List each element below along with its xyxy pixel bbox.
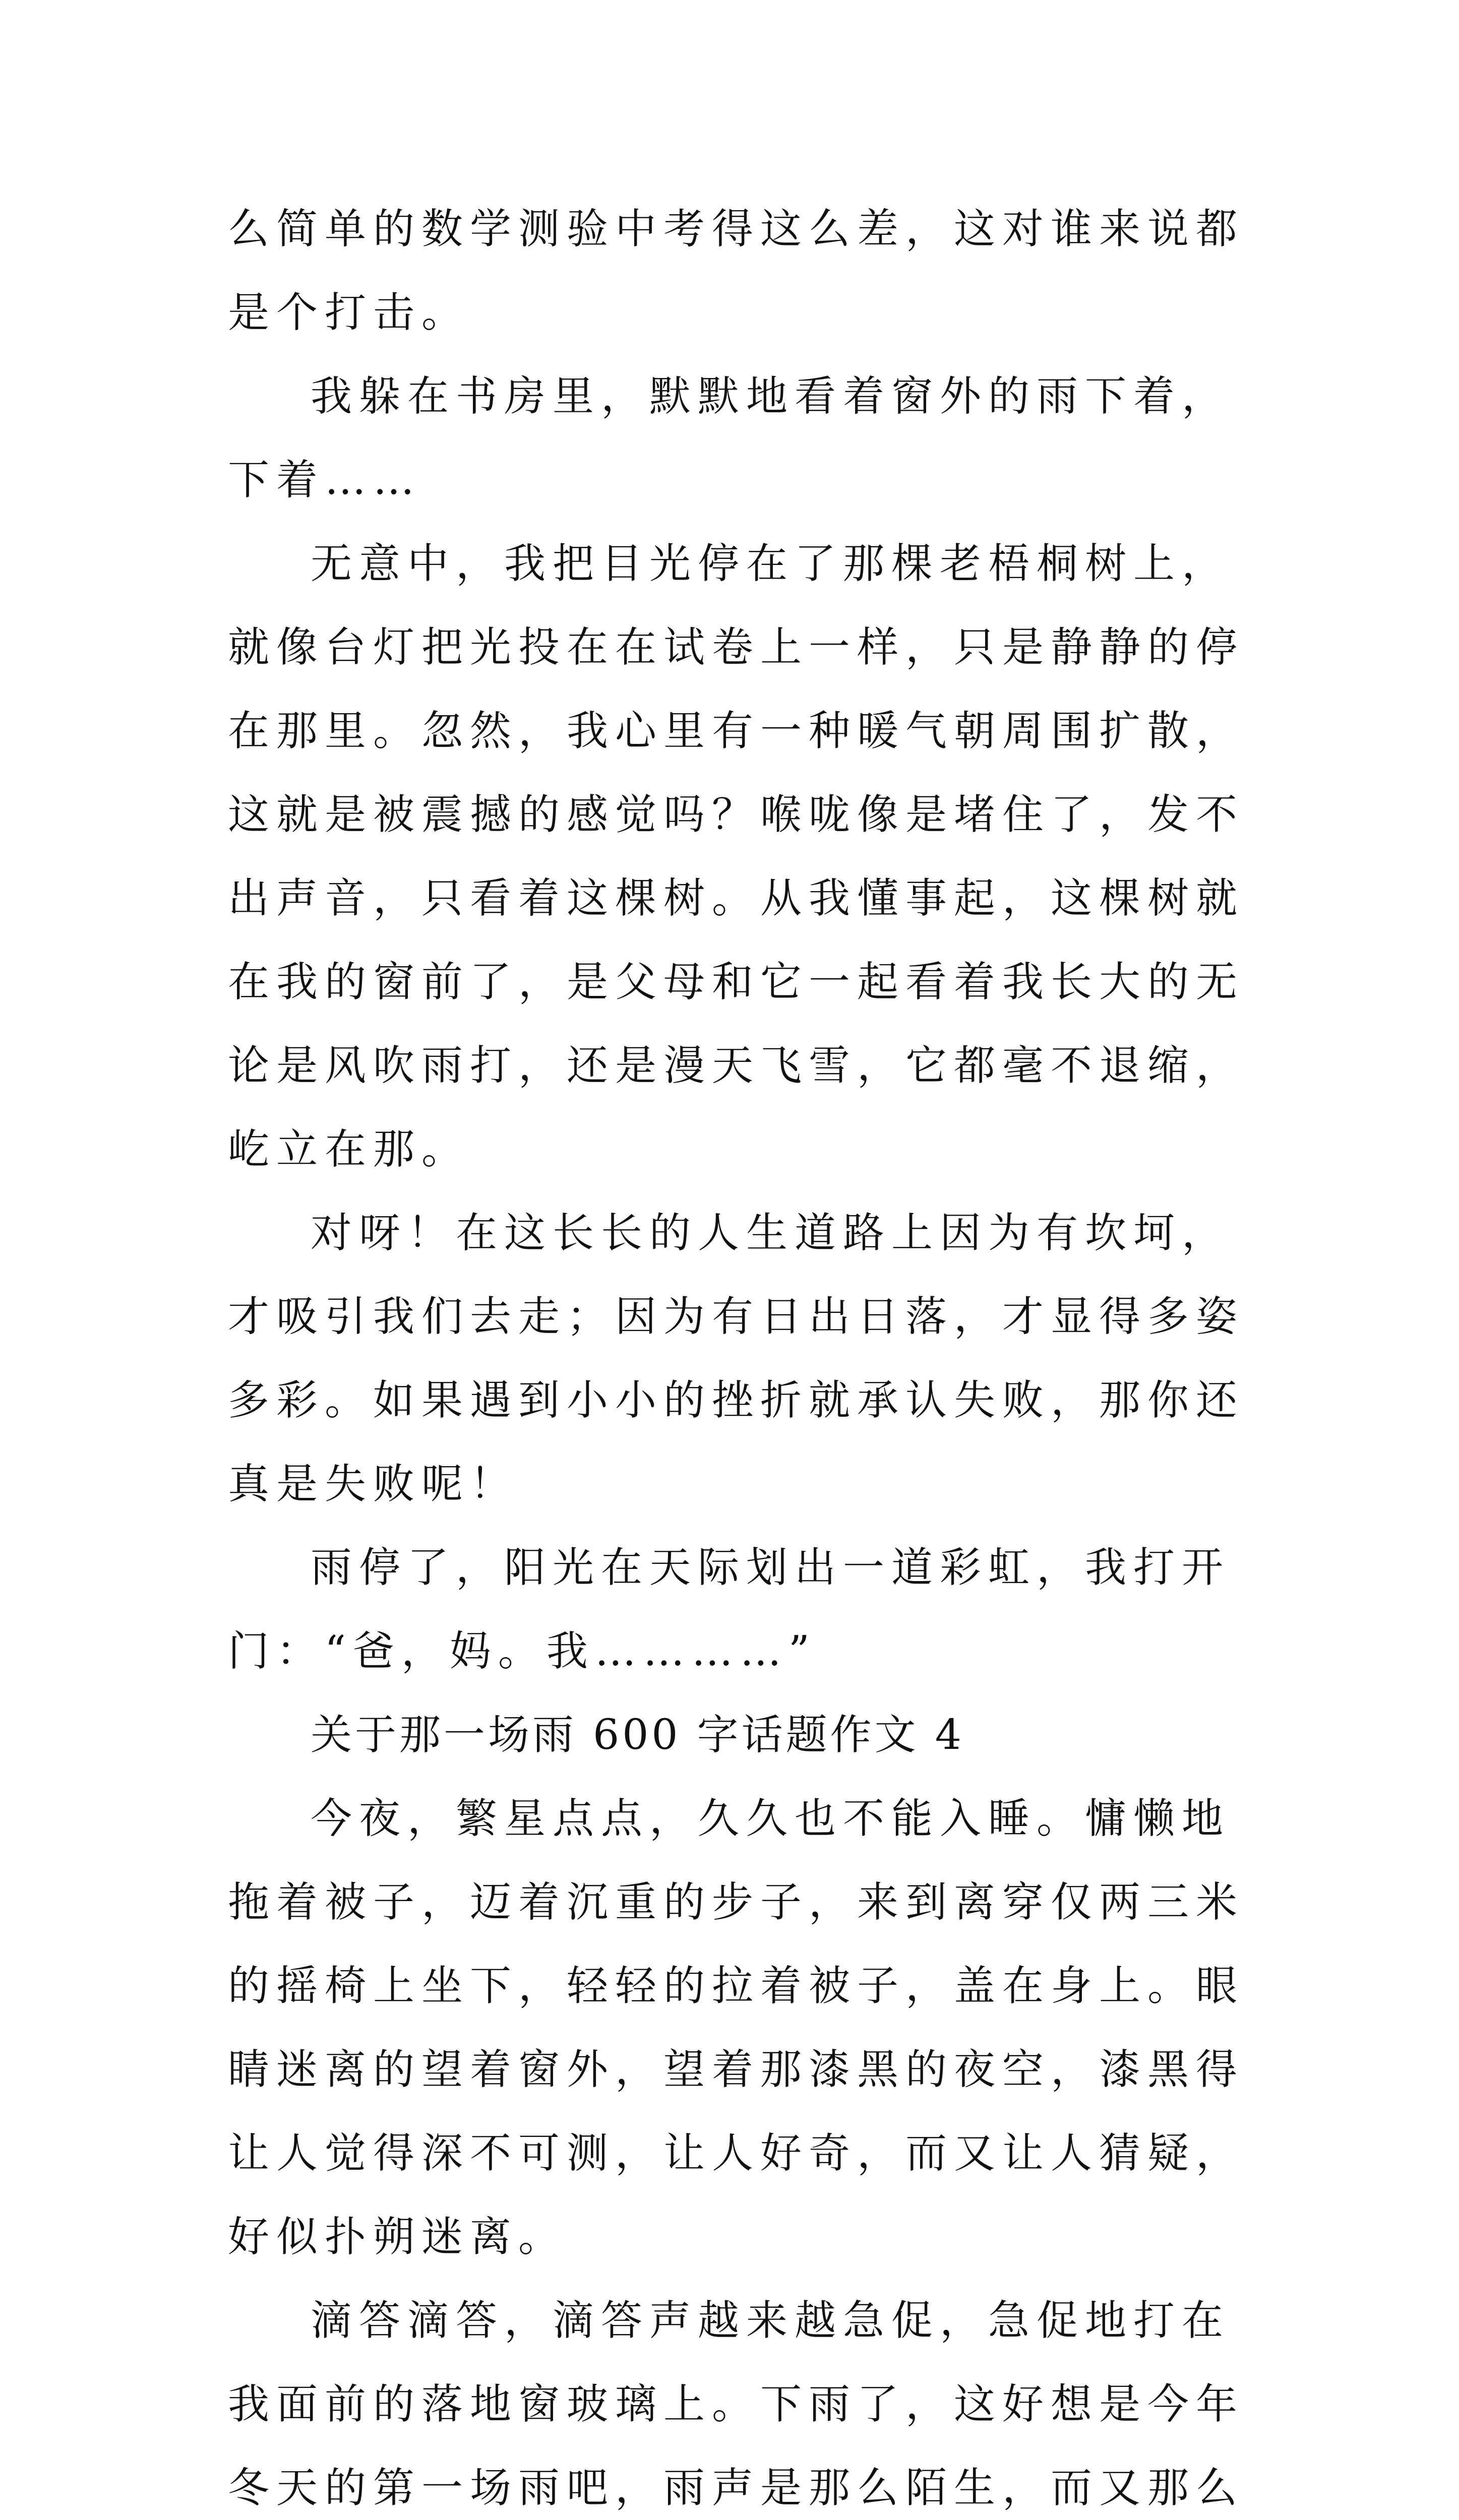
paragraph: 雨停了，阳光在天际划出一道彩虹，我打开门：“爸，妈。我…………” bbox=[228, 1544, 1231, 1675]
paragraph-continuation: 么简单的数学测验中考得这么差，这对谁来说都是个打击。 bbox=[228, 205, 1245, 337]
paragraph: 对呀！在这长长的人生道路上因为有坎坷，才吸引我们去走；因为有日出日落，才显得多姿多彩。如果遇到小小的挫折就承认失败，那你还真是失败呢！ bbox=[228, 1209, 1245, 1508]
essay-body bbox=[228, 187, 1256, 2520]
paragraph: 今夜，繁星点点，久久也不能入睡。慵懒地拖着被子，迈着沉重的步子，来到离穿仅两三米的摇椅上坐下，轻轻的拉着被子，盖在身上。眼睛迷离的望着窗外，望着那漆黑的夜空，漆黑得让人觉得深不可测，让人好奇，而又让人猜疑，好似扑朔迷离。 bbox=[228, 1795, 1245, 2261]
paragraph: 无意中，我把目光停在了那棵老梧桐树上，就像台灯把光投在在试卷上一样，只是静静的停在那里。忽然，我心里有一种暖气朝周围扩散，这就是被震撼的感觉吗？喉咙像是堵住了，发不出声音，只看着这棵树。从我懂事起，这棵树就在我的窗前了，是父母和它一起看着我长大的无论是风吹雨打，还是漫天飞雪，它都毫不退缩，屹立在那。 bbox=[228, 540, 1245, 1173]
paragraph: 我躲在书房里，默默地看着窗外的雨下着，下着…… bbox=[228, 372, 1231, 504]
paragraph: 滴答滴答，滴答声越来越急促，急促地打在我面前的落地窗玻璃上。下雨了，这好想是今年冬天的第一场雨吧，雨声是那么陌生，而又那么 bbox=[228, 2297, 1245, 2512]
essay-title: 关于那一场雨 600 字话题作文 4 bbox=[311, 1711, 964, 1759]
